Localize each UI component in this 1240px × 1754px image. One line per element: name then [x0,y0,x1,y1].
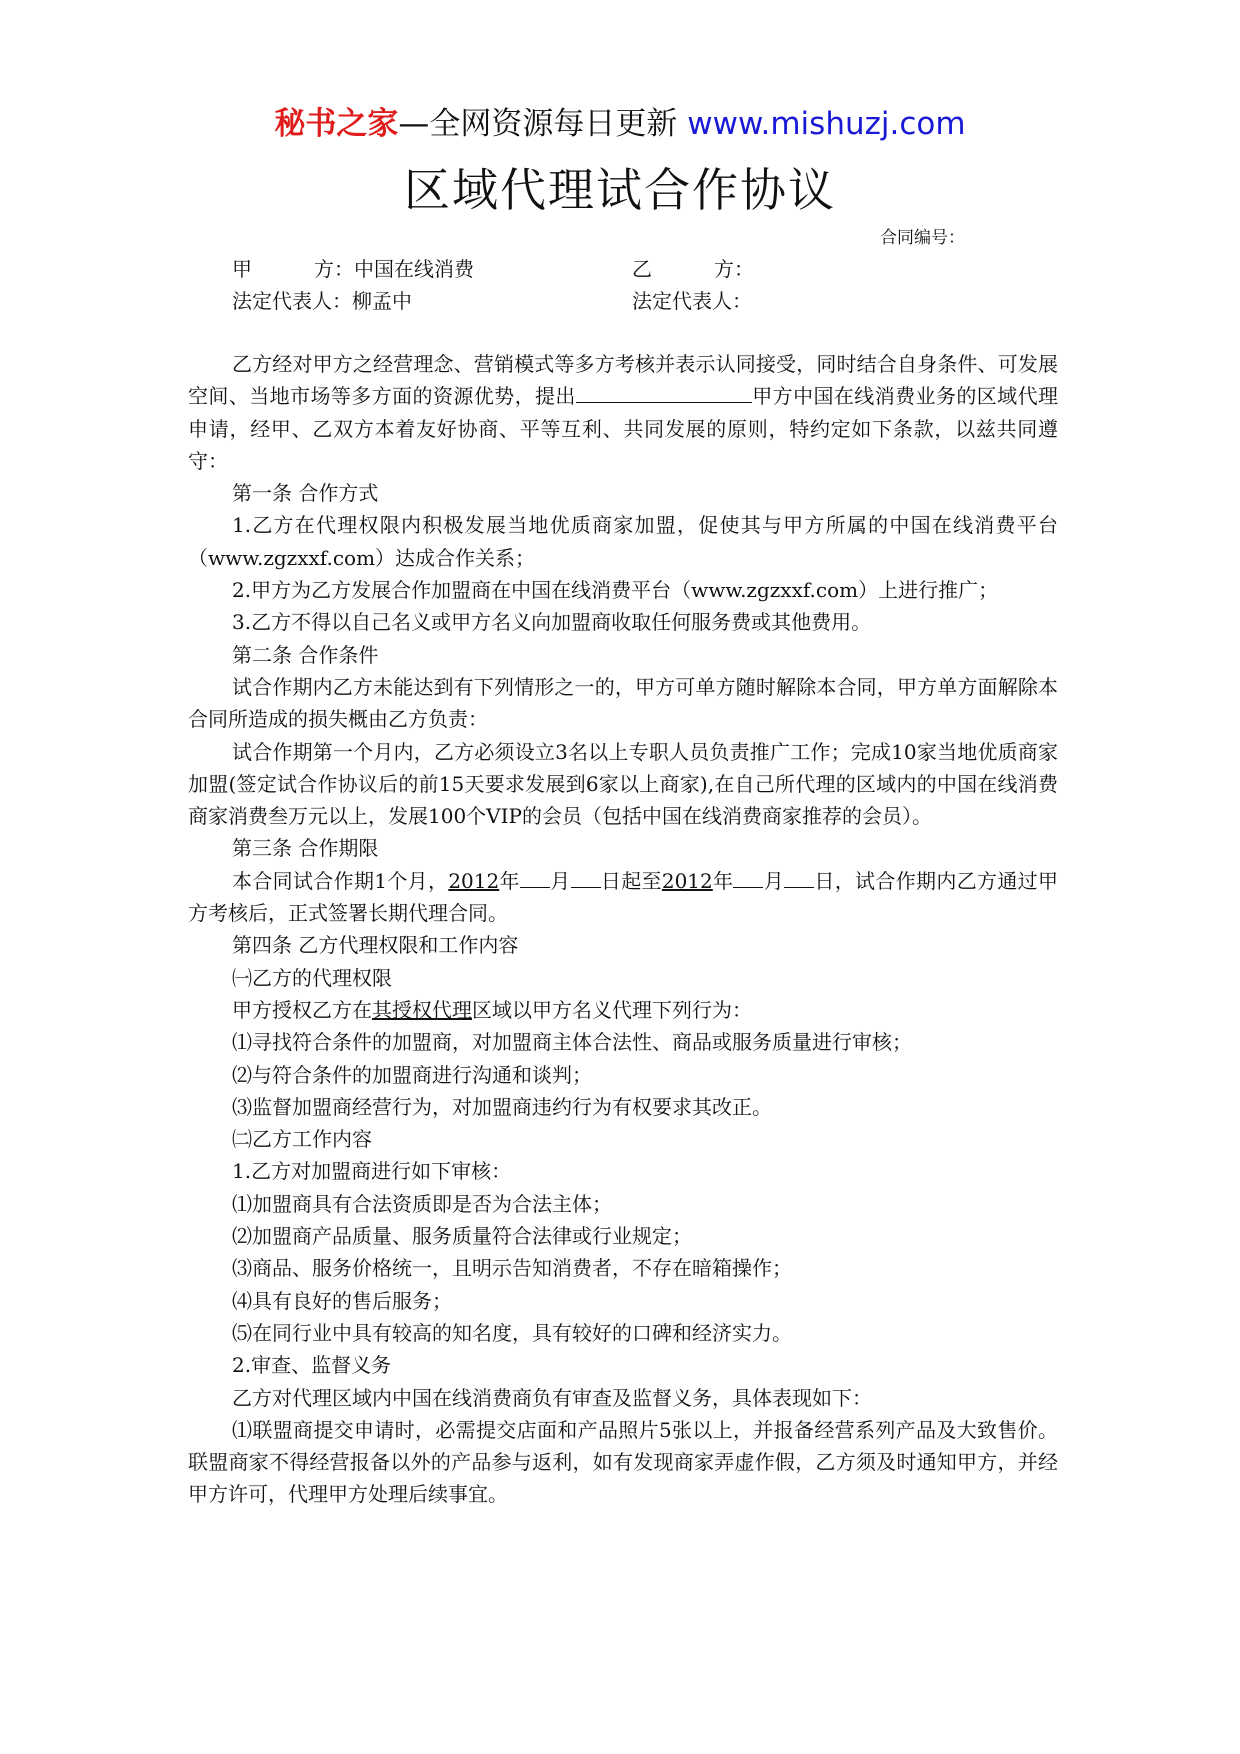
article-3-para [188,865,1058,930]
intro-text-b: 甲方中国在线消费业务的区域代理申请，经甲、乙双方本着友好协商、平等互利、共同发展的原则，特约定如下条款，以兹共同遵守： [188,384,1059,473]
rep-b-line [632,286,752,316]
article-3-heading: 第三条 合作期限 [232,836,379,861]
rep-b-label: 法定代表人： [632,289,752,313]
brand-name: 秘书之家 [274,106,399,142]
section-2-item-1: ⑴加盟商具有合法资质即是否为合法主体； [232,1191,612,1216]
year-label-2: 年 [712,868,734,893]
section-2-para-b: 2.审查、监督义务 [232,1353,392,1378]
start-month-blank [520,865,550,888]
section-2-item-2: ⑵加盟商产品质量、服务质量符合法律或行业规定； [232,1224,692,1249]
section-2-item-3: ⑶商品、服务价格统一，且明示告知消费者，不存在暗箱操作； [232,1256,792,1281]
article-2-para-b: 试合作期第一个月内，乙方必须设立3名以上专职人员负责推广工作；完成10家当地优质商家加盟(签定试合作协议后的前15天要求发展到6家以上商家),在自己所代理的区域内的中国在线消费商家消费叁万元以上，发展100个VIP的会员（包括中国在线消费商家推荐的会员）。 [188,739,1058,829]
start-day-blank [571,865,601,888]
party-b-label-2: 方： [714,257,754,281]
article-1-item-2: 2.甲方为乙方发展合作加盟商在中国在线消费平台（www.zgzxxf.com）上进行推广； [232,578,999,603]
party-a-label-1: 甲 [232,257,252,281]
rep-a-label: 法定代表人： [232,289,352,313]
term-end-text: 日，试合作期内乙方通过甲方考核后，正式签署长期代理合同。 [188,868,1059,926]
party-a-line [232,254,474,284]
contract-number-label: 合同编号： [880,228,965,248]
section-1-item-3: ⑶监督加盟商经营行为，对加盟商违约行为有权要求其改正。 [232,1094,772,1119]
article-1-item-1: 1.乙方在代理权限内积极发展当地优质商家加盟，促使其与甲方所属的中国在线消费平台（www.zgzxxf.com）达成合作关系； [188,513,1058,570]
rep-a-name: 柳孟中 [352,289,412,313]
intro-text-a: 乙方经对甲方之经营理念、营销模式等多方考核并表示认同接受，同时结合自身条件、可发展空间、当地市场等多方面的资源优势，提出 [188,352,1058,409]
article-2-heading: 第二条 合作条件 [232,642,379,667]
end-year: 2012 [661,868,713,893]
section-2-para-a: 1.乙方对加盟商进行如下审核： [232,1159,512,1184]
header-slogan: —全网资源每日更新 [398,106,678,142]
month-label-1: 月 [549,868,571,893]
month-label-2: 月 [763,868,785,893]
section-1-para [188,994,1058,1026]
article-4-heading: 第四条 乙方代理权限和工作内容 [232,933,519,958]
applicant-blank [576,380,752,403]
section-1-item-2: ⑵与符合条件的加盟商进行沟通和谈判； [232,1062,592,1087]
section-1-item-1: ⑴寻找符合条件的加盟商，对加盟商主体合法性、商品或服务质量进行审核； [232,1030,912,1055]
section-2-item-5: ⑸在同行业中具有较高的知名度，具有较好的口碑和经济实力。 [232,1320,792,1345]
site-header [0,102,1240,146]
authorization-area: 其授权代理 [372,997,472,1022]
day-from-label: 日起至 [600,868,662,893]
party-b-label-1: 乙 [632,257,652,281]
section-2-para-c: 乙方对代理区域内中国在线消费商负有审查及监督义务，具体表现如下： [232,1385,872,1410]
section-2-item-4: ⑷具有良好的售后服务； [232,1288,452,1313]
section-1-heading: ㈠乙方的代理权限 [232,965,392,990]
party-a-label-2: 方： [314,257,354,281]
site-link[interactable]: www.mishuzj.com [687,106,966,142]
authorization-text-post: 区域以甲方名义代理下列行为： [472,997,752,1022]
rep-a-line [232,286,412,316]
agreement-body [188,348,1058,1511]
party-a-name: 中国在线消费 [354,257,474,281]
article-1-item-3: 3.乙方不得以自己名义或甲方名义向加盟商收取任何服务费或其他费用。 [232,610,872,635]
party-b-line [632,254,754,284]
article-1-heading: 第一条 合作方式 [232,481,379,506]
article-2-para-a: 试合作期内乙方未能达到有下列情形之一的，甲方可单方随时解除本合同，甲方单方面解除本合同所造成的损失概由乙方负责： [188,674,1058,732]
year-label-1: 年 [499,868,520,893]
document-title: 区域代理试合作协议 [404,163,836,217]
end-day-blank [784,865,814,888]
section-2-heading: ㈡乙方工作内容 [232,1127,372,1152]
term-text: 本合同试合作期1个月， [232,868,449,893]
authorization-text-pre: 甲方授权乙方在 [232,997,372,1022]
intro-paragraph [188,348,1058,477]
end-month-blank [733,865,763,888]
start-year: 2012 [448,868,500,893]
section-2-para-d: ⑴联盟商提交申请时，必需提交店面和产品照片5张以上，并报备经营系列产品及大致售价。联盟商家不得经营报备以外的产品参与返利，如有发现商家弄虚作假，乙方须及时通知甲方，并经甲方许可，代理甲方处理后续事宜。 [188,1417,1058,1507]
